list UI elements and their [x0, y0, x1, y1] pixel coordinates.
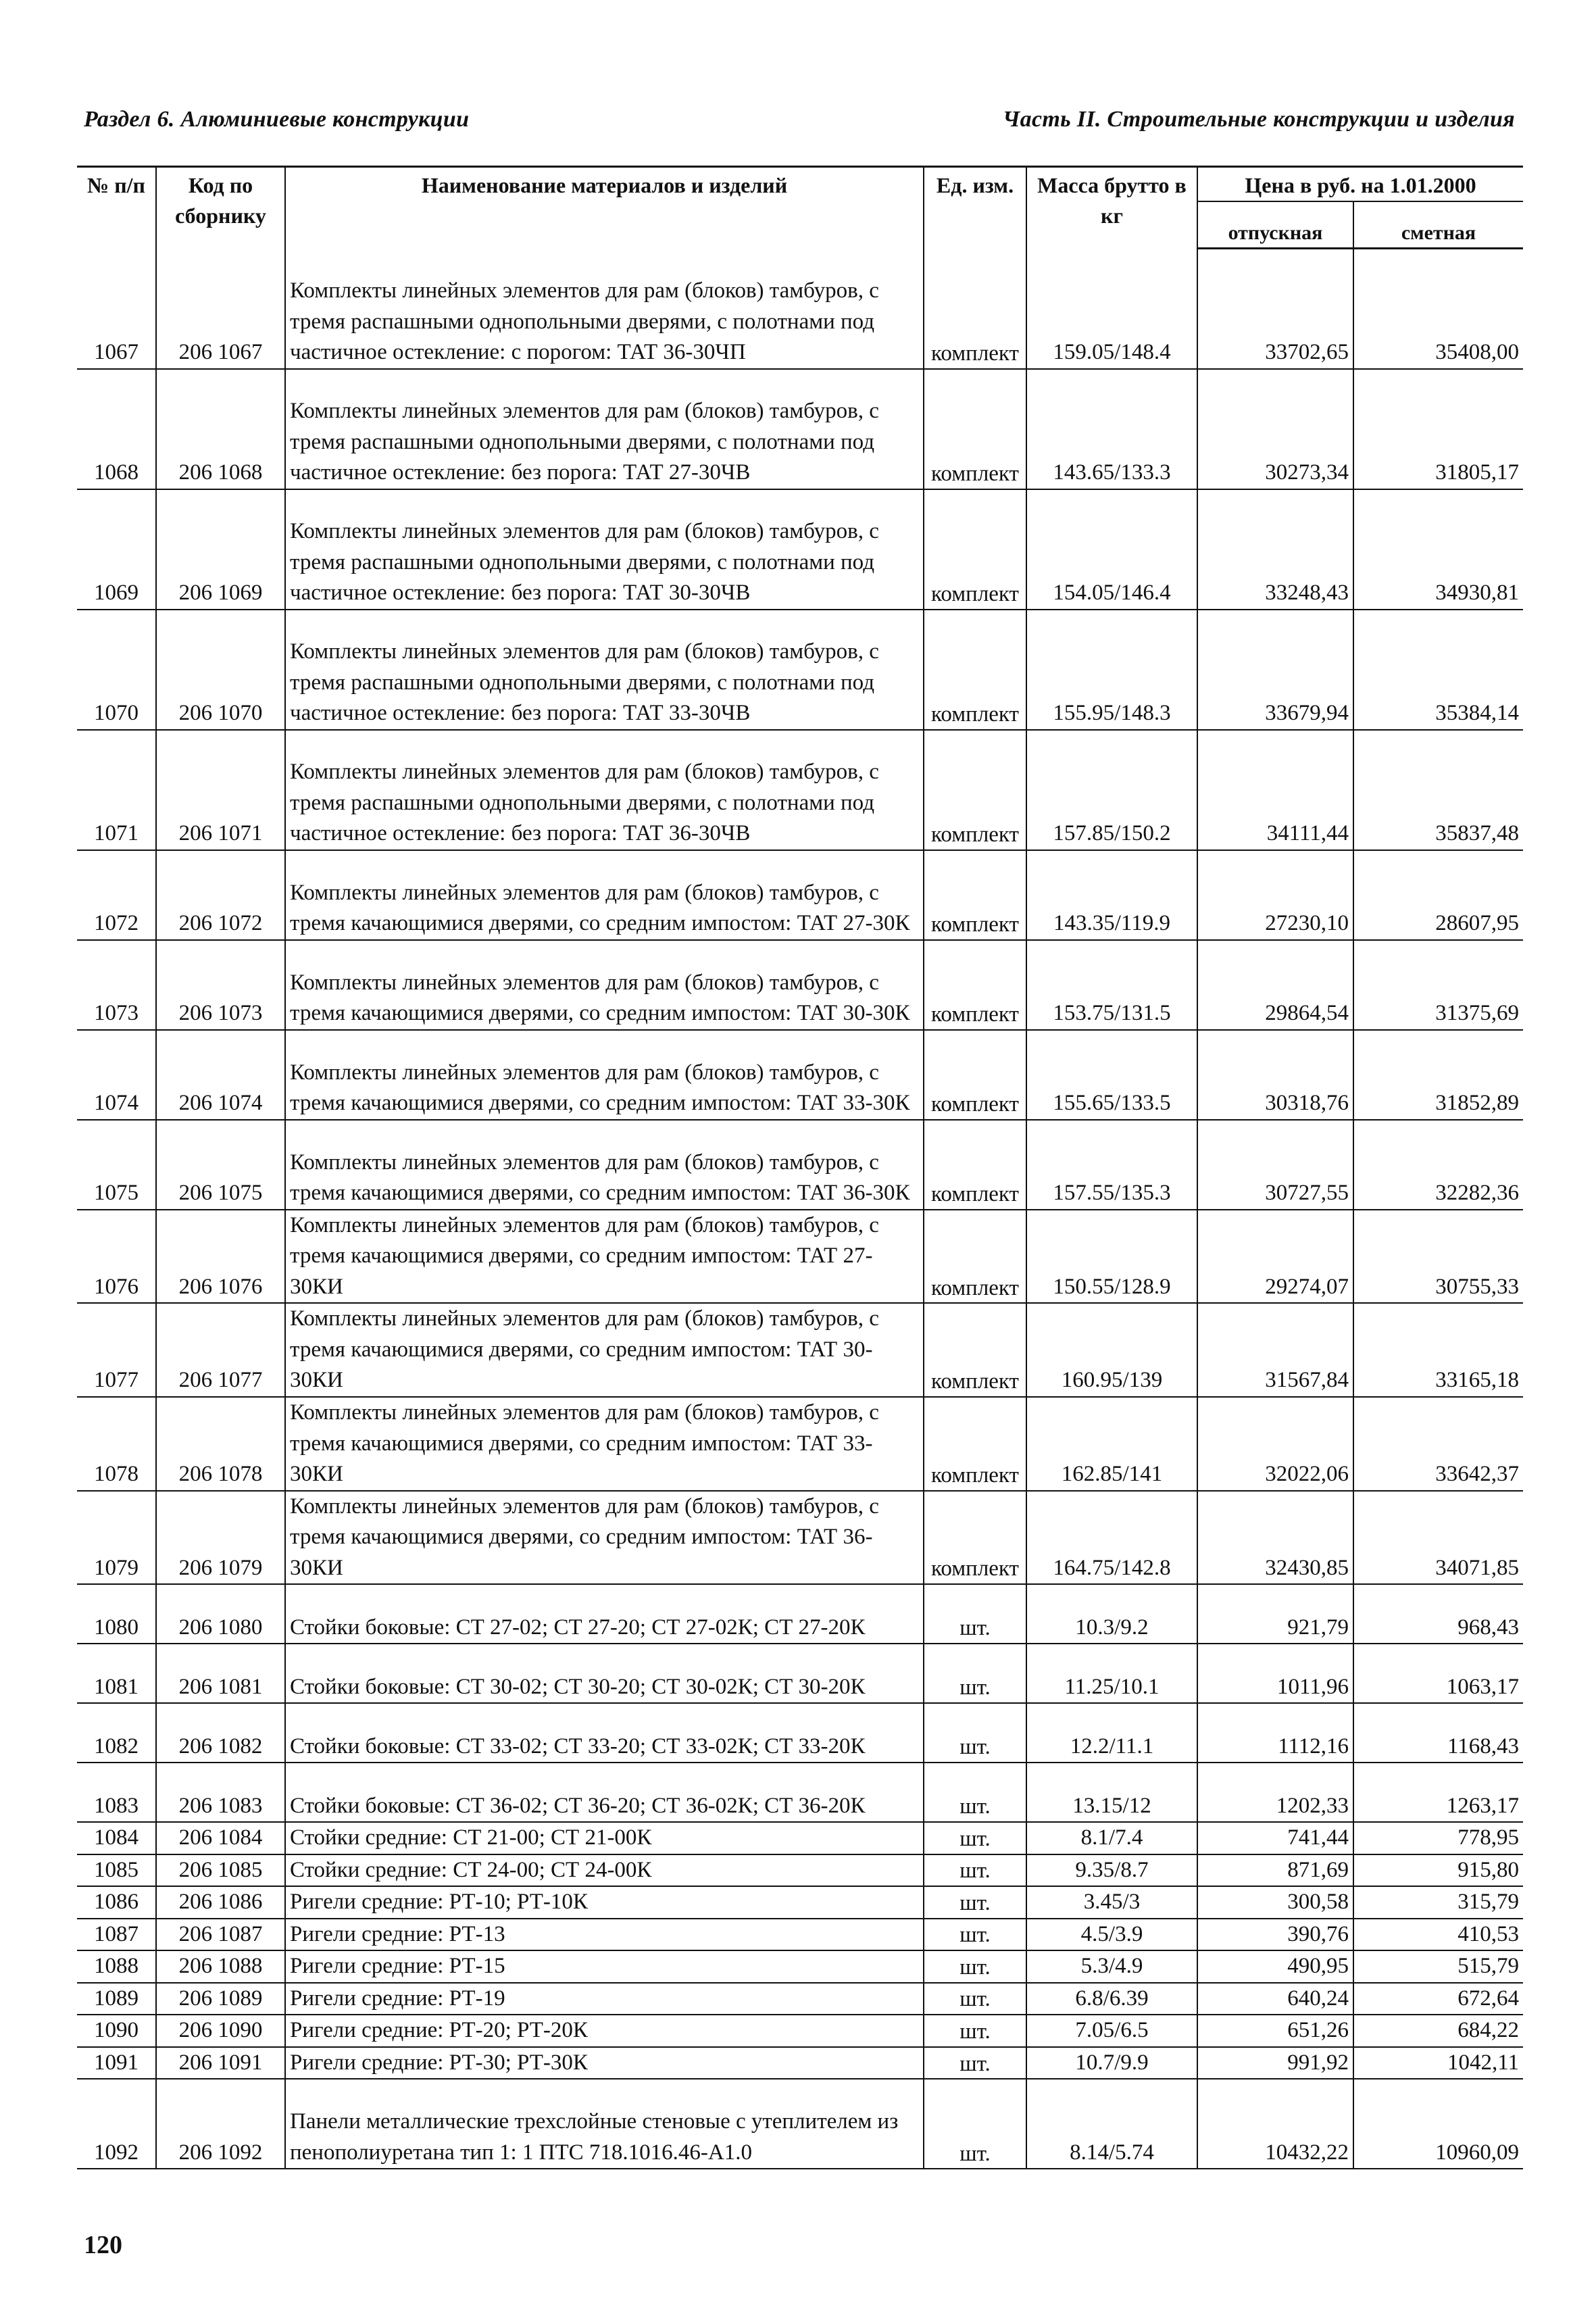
row-number: 1092: [77, 2079, 156, 2169]
table-row: [77, 1030, 1523, 1120]
row-mass: 5.3/4.9: [1026, 1950, 1197, 1983]
row-code: 206 1087: [156, 1919, 285, 1951]
row-code: 206 1078: [156, 1397, 285, 1491]
row-name: Комплекты линейных элементов для рам (блоков) тамбуров, с тремя качающимися дверями, со средним импостом: ТАТ 33-30К: [285, 1030, 924, 1120]
row-unit: шт.: [924, 1763, 1026, 1822]
table-row: [77, 1822, 1523, 1854]
row-price-estimate: 34071,85: [1353, 1491, 1523, 1585]
row-name: Комплекты линейных элементов для рам (блоков) тамбуров, с тремя распашными однопольными дверями, с полотнами под частичное остекление: без порога: ТАТ 30-30ЧВ: [285, 489, 924, 610]
row-price-release: 32430,85: [1197, 1491, 1353, 1585]
row-mass: 154.05/146.4: [1026, 489, 1197, 610]
row-name: Комплекты линейных элементов для рам (блоков) тамбуров, с тремя качающимися дверями, со средним импостом: ТАТ 36-30К: [285, 1120, 924, 1210]
header-mass: Масса брутто в кг: [1026, 167, 1197, 249]
row-mass: 10.7/9.9: [1026, 2047, 1197, 2079]
row-number: 1085: [77, 1854, 156, 1887]
row-unit: шт.: [924, 2015, 1026, 2047]
row-price-estimate: 31852,89: [1353, 1030, 1523, 1120]
row-unit: шт.: [924, 1950, 1026, 1983]
row-number: 1076: [77, 1210, 156, 1304]
table-row: [77, 489, 1523, 610]
row-unit: комплект: [924, 1397, 1026, 1491]
row-mass: 10.3/9.2: [1026, 1584, 1197, 1644]
row-number: 1075: [77, 1120, 156, 1210]
row-unit: шт.: [924, 1703, 1026, 1763]
row-number: 1081: [77, 1644, 156, 1703]
row-price-release: 31567,84: [1197, 1303, 1353, 1397]
row-unit: комплект: [924, 1030, 1026, 1120]
row-price-estimate: 672,64: [1353, 1983, 1523, 2015]
row-number: 1082: [77, 1703, 156, 1763]
row-name: Комплекты линейных элементов для рам (блоков) тамбуров, с тремя распашными однопольными дверями, с полотнами под частичное остекление: без порога: ТАТ 33-30ЧВ: [285, 610, 924, 730]
table-row: [77, 1854, 1523, 1887]
row-unit: комплект: [924, 369, 1026, 489]
row-price-estimate: 515,79: [1353, 1950, 1523, 1983]
row-price-release: 991,92: [1197, 2047, 1353, 2079]
row-price-estimate: 778,95: [1353, 1822, 1523, 1854]
row-price-estimate: 33642,37: [1353, 1397, 1523, 1491]
row-mass: 159.05/148.4: [1026, 249, 1197, 369]
row-unit: шт.: [924, 1822, 1026, 1854]
row-unit: комплект: [924, 610, 1026, 730]
row-code: 206 1082: [156, 1703, 285, 1763]
row-unit: комплект: [924, 1120, 1026, 1210]
row-code: 206 1068: [156, 369, 285, 489]
table-row: [77, 1491, 1523, 1585]
table-row: [77, 1584, 1523, 1644]
table-row: [77, 1120, 1523, 1210]
row-number: 1091: [77, 2047, 156, 2079]
row-unit: комплект: [924, 850, 1026, 940]
row-mass: 11.25/10.1: [1026, 1644, 1197, 1703]
table-row: [77, 1397, 1523, 1491]
row-number: 1083: [77, 1763, 156, 1822]
row-price-estimate: 30755,33: [1353, 1210, 1523, 1304]
row-number: 1086: [77, 1886, 156, 1919]
row-unit: комплект: [924, 1303, 1026, 1397]
row-name: Стойки боковые: СТ 30-02; СТ 30-20; СТ 30-02К; СТ 30-20К: [285, 1644, 924, 1703]
row-unit: комплект: [924, 1210, 1026, 1304]
row-mass: 6.8/6.39: [1026, 1983, 1197, 2015]
price-table: [77, 166, 1523, 2169]
row-number: 1077: [77, 1303, 156, 1397]
row-number: 1073: [77, 940, 156, 1030]
header-code: Код по сборнику: [156, 167, 285, 249]
row-name: Ригели средние: РТ-19: [285, 1983, 924, 2015]
row-mass: 13.15/12: [1026, 1763, 1197, 1822]
row-price-estimate: 35837,48: [1353, 730, 1523, 850]
row-name: Ригели средние: РТ-30; РТ-30К: [285, 2047, 924, 2079]
row-number: 1078: [77, 1397, 156, 1491]
row-price-release: 921,79: [1197, 1584, 1353, 1644]
row-number: 1069: [77, 489, 156, 610]
row-name: Комплекты линейных элементов для рам (блоков) тамбуров, с тремя качающимися дверями, со средним импостом: ТАТ 30-30К: [285, 940, 924, 1030]
row-code: 206 1083: [156, 1763, 285, 1822]
row-code: 206 1091: [156, 2047, 285, 2079]
row-name: Комплекты линейных элементов для рам (блоков) тамбуров, с тремя качающимися дверями, со средним импостом: ТАТ 33-30КИ: [285, 1397, 924, 1491]
row-number: 1074: [77, 1030, 156, 1120]
row-price-estimate: 31805,17: [1353, 369, 1523, 489]
header-unit: Ед. изм.: [924, 167, 1026, 249]
row-mass: 9.35/8.7: [1026, 1854, 1197, 1887]
table-row: [77, 1763, 1523, 1822]
row-number: 1079: [77, 1491, 156, 1585]
table-row: [77, 249, 1523, 369]
row-price-release: 30727,55: [1197, 1120, 1353, 1210]
table-row: [77, 369, 1523, 489]
table-row: [77, 1950, 1523, 1983]
table-row: [77, 2047, 1523, 2079]
row-unit: шт.: [924, 1584, 1026, 1644]
table-row: [77, 1983, 1523, 2015]
row-name: Ригели средние: РТ-10; РТ-10К: [285, 1886, 924, 1919]
row-code: 206 1079: [156, 1491, 285, 1585]
row-number: 1087: [77, 1919, 156, 1951]
row-price-estimate: 34930,81: [1353, 489, 1523, 610]
row-mass: 3.45/3: [1026, 1886, 1197, 1919]
row-number: 1090: [77, 2015, 156, 2047]
row-price-release: 871,69: [1197, 1854, 1353, 1887]
row-unit: шт.: [924, 2047, 1026, 2079]
row-price-estimate: 410,53: [1353, 1919, 1523, 1951]
row-code: 206 1070: [156, 610, 285, 730]
table-row: [77, 1919, 1523, 1951]
row-price-release: 651,26: [1197, 2015, 1353, 2047]
row-mass: 143.65/133.3: [1026, 369, 1197, 489]
row-code: 206 1074: [156, 1030, 285, 1120]
row-number: 1068: [77, 369, 156, 489]
row-mass: 155.95/148.3: [1026, 610, 1197, 730]
row-price-estimate: 1042,11: [1353, 2047, 1523, 2079]
row-price-release: 34111,44: [1197, 730, 1353, 850]
row-unit: шт.: [924, 1919, 1026, 1951]
row-price-release: 29864,54: [1197, 940, 1353, 1030]
row-price-release: 29274,07: [1197, 1210, 1353, 1304]
table-row: [77, 610, 1523, 730]
row-mass: 12.2/11.1: [1026, 1703, 1197, 1763]
table-row: [77, 2079, 1523, 2169]
header-name: Наименование материалов и изделий: [285, 167, 924, 249]
row-number: 1088: [77, 1950, 156, 1983]
row-name: Ригели средние: РТ-15: [285, 1950, 924, 1983]
table-row: [77, 1210, 1523, 1304]
row-code: 206 1067: [156, 249, 285, 369]
row-code: 206 1086: [156, 1886, 285, 1919]
header-price-group: Цена в руб. на 1.01.2000: [1197, 167, 1523, 201]
row-name: Комплекты линейных элементов для рам (блоков) тамбуров, с тремя распашными однопольными дверями, с полотнами под частичное остекление: без порога: ТАТ 36-30ЧВ: [285, 730, 924, 850]
table-body: [77, 249, 1523, 2169]
row-mass: 8.14/5.74: [1026, 2079, 1197, 2169]
row-name: Комплекты линейных элементов для рам (блоков) тамбуров, с тремя качающимися дверями, со средним импостом: ТАТ 27-30К: [285, 850, 924, 940]
row-name: Комплекты линейных элементов для рам (блоков) тамбуров, с тремя качающимися дверями, со средним импостом: ТАТ 27-30КИ: [285, 1210, 924, 1304]
row-mass: 164.75/142.8: [1026, 1491, 1197, 1585]
row-code: 206 1073: [156, 940, 285, 1030]
row-price-estimate: 35408,00: [1353, 249, 1523, 369]
part-header: Часть II. Строительные конструкции и изделия: [1002, 107, 1515, 132]
row-mass: 162.85/141: [1026, 1397, 1197, 1491]
table-row: [77, 1703, 1523, 1763]
table-row: [77, 1644, 1523, 1703]
row-price-release: 33702,65: [1197, 249, 1353, 369]
row-name: Комплекты линейных элементов для рам (блоков) тамбуров, с тремя распашными однопольными дверями, с полотнами под частичное остекление: без порога: ТАТ 27-30ЧВ: [285, 369, 924, 489]
row-name: Комплекты линейных элементов для рам (блоков) тамбуров, с тремя распашными однопольными дверями, с полотнами под частичное остекление: с порогом: ТАТ 36-30ЧП: [285, 249, 924, 369]
row-price-release: 741,44: [1197, 1822, 1353, 1854]
row-price-estimate: 915,80: [1353, 1854, 1523, 1887]
row-number: 1070: [77, 610, 156, 730]
row-unit: комплект: [924, 940, 1026, 1030]
row-unit: комплект: [924, 249, 1026, 369]
row-unit: шт.: [924, 2079, 1026, 2169]
row-price-release: 1112,16: [1197, 1703, 1353, 1763]
row-number: 1080: [77, 1584, 156, 1644]
header-price-estimate: сметная: [1353, 201, 1523, 249]
row-mass: 150.55/128.9: [1026, 1210, 1197, 1304]
row-name: Комплекты линейных элементов для рам (блоков) тамбуров, с тремя качающимися дверями, со средним импостом: ТАТ 30-30КИ: [285, 1303, 924, 1397]
row-mass: 143.35/119.9: [1026, 850, 1197, 940]
row-price-release: 390,76: [1197, 1919, 1353, 1951]
row-price-release: 27230,10: [1197, 850, 1353, 940]
row-price-release: 1202,33: [1197, 1763, 1353, 1822]
row-code: 206 1085: [156, 1854, 285, 1887]
row-unit: комплект: [924, 489, 1026, 610]
row-mass: 155.65/133.5: [1026, 1030, 1197, 1120]
row-unit: шт.: [924, 1983, 1026, 2015]
table-row: [77, 940, 1523, 1030]
row-name: Ригели средние: РТ-20; РТ-20К: [285, 2015, 924, 2047]
row-name: Ригели средние: РТ-13: [285, 1919, 924, 1951]
row-number: 1067: [77, 249, 156, 369]
row-mass: 7.05/6.5: [1026, 2015, 1197, 2047]
row-price-release: 30318,76: [1197, 1030, 1353, 1120]
row-unit: шт.: [924, 1886, 1026, 1919]
row-price-release: 30273,34: [1197, 369, 1353, 489]
row-unit: комплект: [924, 730, 1026, 850]
table-row: [77, 2015, 1523, 2047]
row-price-release: 490,95: [1197, 1950, 1353, 1983]
row-code: 206 1071: [156, 730, 285, 850]
row-price-estimate: 32282,36: [1353, 1120, 1523, 1210]
row-code: 206 1088: [156, 1950, 285, 1983]
row-code: 206 1084: [156, 1822, 285, 1854]
row-mass: 4.5/3.9: [1026, 1919, 1197, 1951]
row-unit: шт.: [924, 1854, 1026, 1887]
row-code: 206 1080: [156, 1584, 285, 1644]
row-number: 1084: [77, 1822, 156, 1854]
row-price-estimate: 31375,69: [1353, 940, 1523, 1030]
row-number: 1072: [77, 850, 156, 940]
page-number: 120: [84, 2231, 122, 2259]
row-price-estimate: 315,79: [1353, 1886, 1523, 1919]
row-mass: 153.75/131.5: [1026, 940, 1197, 1030]
row-code: 206 1089: [156, 1983, 285, 2015]
row-name: Стойки средние: СТ 21-00; СТ 21-00К: [285, 1822, 924, 1854]
row-number: 1089: [77, 1983, 156, 2015]
row-unit: комплект: [924, 1491, 1026, 1585]
row-number: 1071: [77, 730, 156, 850]
row-mass: 157.85/150.2: [1026, 730, 1197, 850]
row-name: Стойки боковые: СТ 36-02; СТ 36-20; СТ 36-02К; СТ 36-20К: [285, 1763, 924, 1822]
table-row: [77, 730, 1523, 850]
row-code: 206 1077: [156, 1303, 285, 1397]
header-price-release: отпускная: [1197, 201, 1353, 249]
row-price-estimate: 35384,14: [1353, 610, 1523, 730]
row-code: 206 1076: [156, 1210, 285, 1304]
row-price-estimate: 968,43: [1353, 1584, 1523, 1644]
section-header: Раздел 6. Алюминиевые конструкции: [84, 107, 470, 132]
row-code: 206 1081: [156, 1644, 285, 1703]
row-price-estimate: 1063,17: [1353, 1644, 1523, 1703]
table-row: [77, 1303, 1523, 1397]
row-price-release: 33679,94: [1197, 610, 1353, 730]
row-mass: 157.55/135.3: [1026, 1120, 1197, 1210]
row-price-release: 33248,43: [1197, 489, 1353, 610]
row-code: 206 1072: [156, 850, 285, 940]
row-price-release: 640,24: [1197, 1983, 1353, 2015]
row-price-estimate: 1168,43: [1353, 1703, 1523, 1763]
row-mass: 160.95/139: [1026, 1303, 1197, 1397]
row-code: 206 1090: [156, 2015, 285, 2047]
row-price-release: 300,58: [1197, 1886, 1353, 1919]
row-price-estimate: 684,22: [1353, 2015, 1523, 2047]
row-price-estimate: 10960,09: [1353, 2079, 1523, 2169]
row-code: 206 1069: [156, 489, 285, 610]
row-name: Панели металлические трехслойные стеновые с утеплителем из пенополиуретана тип 1: 1 ПТС 718.1016.46-А1.0: [285, 2079, 924, 2169]
row-price-release: 1011,96: [1197, 1644, 1353, 1703]
row-code: 206 1092: [156, 2079, 285, 2169]
table-row: [77, 850, 1523, 940]
row-name: Стойки средние: СТ 24-00; СТ 24-00К: [285, 1854, 924, 1887]
row-code: 206 1075: [156, 1120, 285, 1210]
row-name: Комплекты линейных элементов для рам (блоков) тамбуров, с тремя качающимися дверями, со средним импостом: ТАТ 36-30КИ: [285, 1491, 924, 1585]
row-price-estimate: 28607,95: [1353, 850, 1523, 940]
table-row: [77, 1886, 1523, 1919]
row-price-release: 10432,22: [1197, 2079, 1353, 2169]
row-name: Стойки боковые: СТ 27-02; СТ 27-20; СТ 27-02К; СТ 27-20К: [285, 1584, 924, 1644]
row-name: Стойки боковые: СТ 33-02; СТ 33-20; СТ 33-02К; СТ 33-20К: [285, 1703, 924, 1763]
row-mass: 8.1/7.4: [1026, 1822, 1197, 1854]
row-price-estimate: 1263,17: [1353, 1763, 1523, 1822]
row-price-estimate: 33165,18: [1353, 1303, 1523, 1397]
header-num: № п/п: [77, 167, 156, 249]
row-price-release: 32022,06: [1197, 1397, 1353, 1491]
row-unit: шт.: [924, 1644, 1026, 1703]
